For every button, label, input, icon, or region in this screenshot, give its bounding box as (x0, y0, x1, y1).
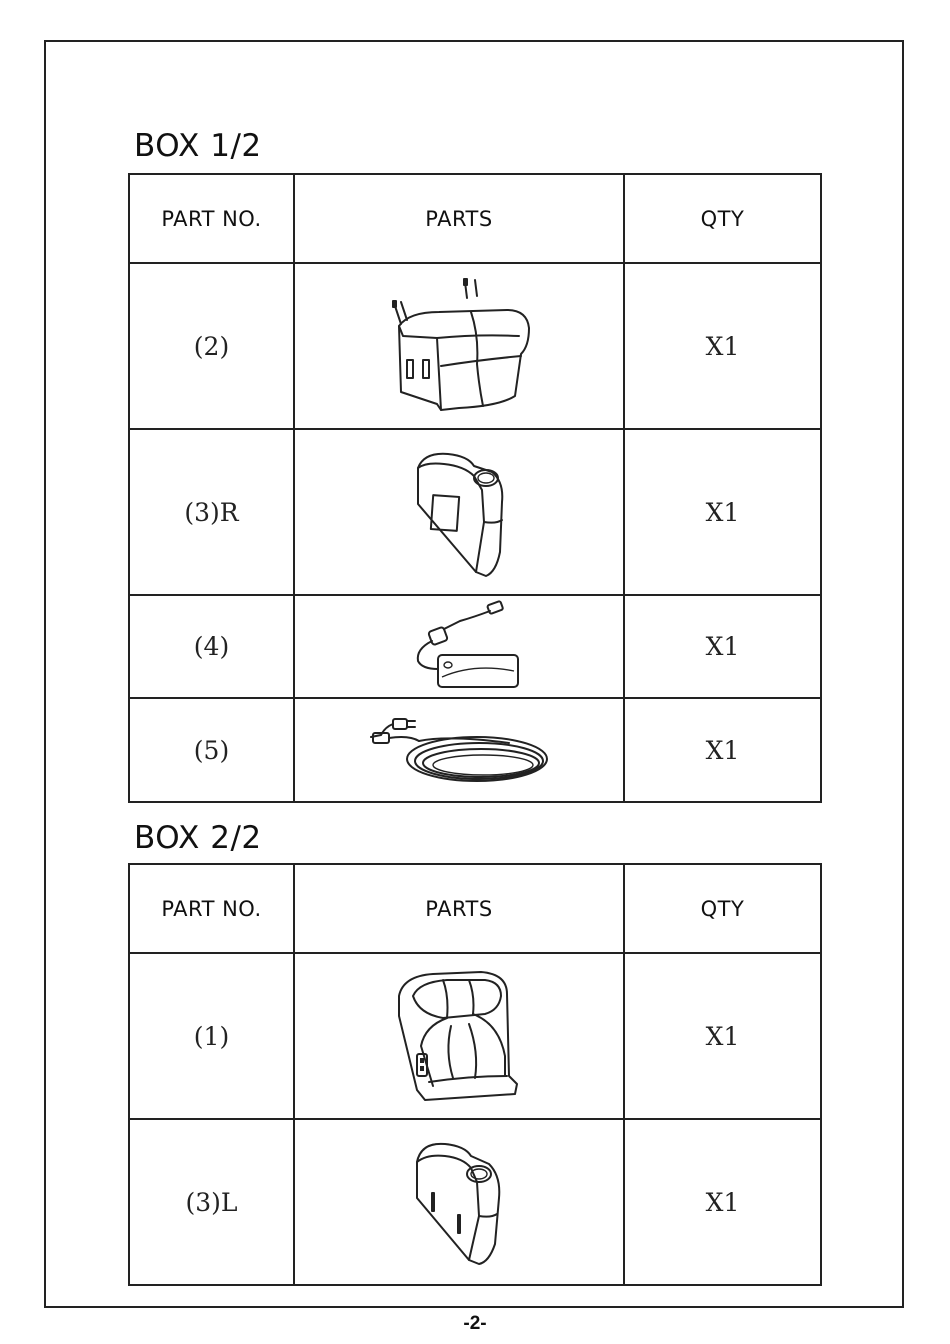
quantity: X1 (624, 263, 821, 429)
part-number: (3)L (129, 1119, 294, 1285)
table-row (129, 1119, 821, 1285)
part-number: (5) (129, 698, 294, 802)
table-row (129, 953, 821, 1119)
quantity: X1 (624, 1119, 821, 1285)
quantity: X1 (624, 595, 821, 698)
header-part-no: PART NO. (129, 174, 294, 263)
header-qty: QTY (624, 864, 821, 953)
part-image-cell (294, 595, 624, 698)
box2-title: BOX 2/2 (134, 820, 262, 856)
power-adapter-icon (394, 599, 524, 695)
header-parts: PARTS (294, 864, 624, 953)
table-row (129, 263, 821, 429)
header-parts: PARTS (294, 174, 624, 263)
header-qty: QTY (624, 174, 821, 263)
part-number: (4) (129, 595, 294, 698)
left-armrest-icon (409, 1132, 509, 1272)
table-row (129, 429, 821, 595)
power-cord-icon (359, 705, 559, 795)
quantity: X1 (624, 953, 821, 1119)
part-image-cell (294, 429, 624, 595)
seat-cushion-icon (379, 276, 539, 416)
header-part-no: PART NO. (129, 864, 294, 953)
part-number: (1) (129, 953, 294, 1119)
page-number: -2- (463, 1313, 487, 1334)
table-row (129, 698, 821, 802)
backrest-icon (389, 966, 529, 1106)
part-number: (2) (129, 263, 294, 429)
table-header-row (129, 864, 821, 953)
part-number: (3)R (129, 429, 294, 595)
table-row (129, 595, 821, 698)
quantity: X1 (624, 429, 821, 595)
part-image-cell (294, 953, 624, 1119)
quantity: X1 (624, 698, 821, 802)
box1-title: BOX 1/2 (134, 128, 262, 164)
part-image-cell (294, 263, 624, 429)
part-image-cell (294, 698, 624, 802)
right-armrest-icon (404, 442, 514, 582)
part-image-cell (294, 1119, 624, 1285)
table-header-row (129, 174, 821, 263)
box2-table (128, 863, 822, 1286)
box1-table (128, 173, 822, 803)
